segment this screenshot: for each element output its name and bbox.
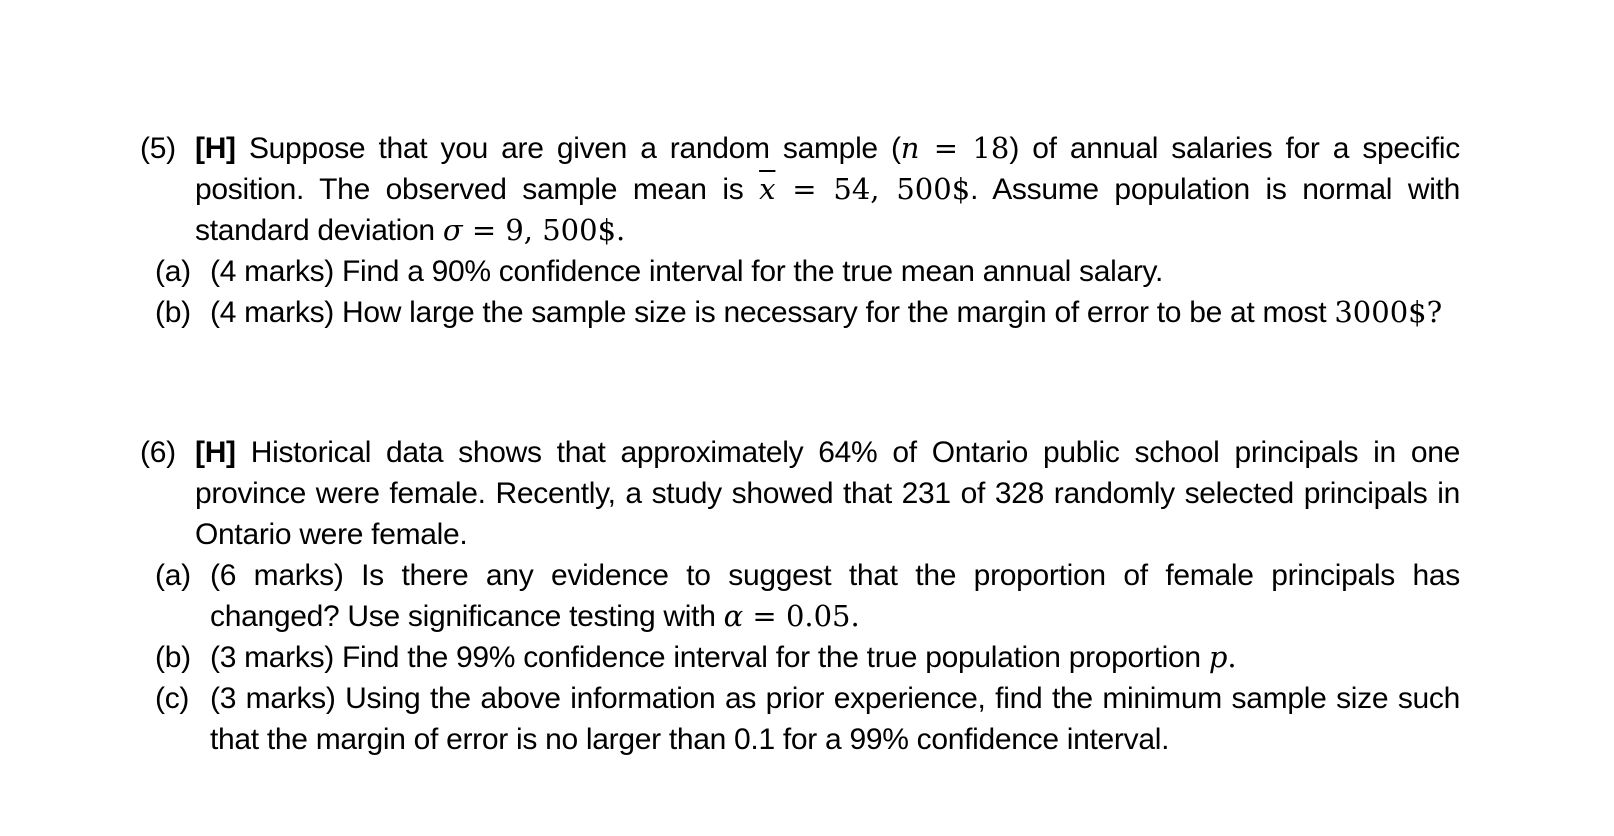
part-label: (a) — [155, 559, 191, 592]
question-5-stem — [140, 128, 1460, 251]
question-number: (5) — [140, 132, 176, 165]
part-text: (3 marks) Using the above information as prior experience, find the minimum sample size such that the margin of error is no larger than 0.1 for a 99% confidence interval. — [210, 682, 1460, 756]
question-6 — [140, 432, 1460, 760]
math-sample-mean: $\overline{x} = 54$, 500$ — [759, 172, 971, 206]
question-6-parts — [155, 555, 1460, 760]
part-label: (c) — [155, 682, 190, 715]
part-text: (6 marks) Is there any evidence to suggest that the proportion of female principals has changed? Use significance testing with — [210, 559, 1460, 633]
part-text: (4 marks) How large the sample size is necessary for the margin of error to be at most — [210, 296, 1335, 329]
question-6-intro — [195, 432, 1460, 555]
question-5-parts — [155, 251, 1460, 333]
question-5 — [140, 128, 1460, 333]
math-sample-size: n = 18 — [900, 131, 1010, 165]
math-margin-target: 3000$? — [1334, 295, 1443, 329]
question-5-part-a — [155, 251, 1460, 292]
punctuation: . — [850, 599, 860, 633]
question-5-intro — [195, 128, 1460, 251]
question-5-part-b — [155, 292, 1460, 333]
part-text: (4 marks) Find a 90% confidence interval for the true mean annual salary. — [210, 255, 1164, 288]
question-6-stem — [140, 432, 1460, 555]
math-alpha: α = 0.05 — [723, 599, 851, 633]
math-p: p — [1208, 640, 1228, 674]
question-6-part-b — [155, 637, 1460, 678]
part-label: (a) — [155, 255, 191, 288]
part-label: (b) — [155, 296, 191, 329]
intro-text: . Assume population is normal with standard deviation — [195, 173, 1460, 247]
intro-text: ) of annual salaries for a specific position. The observed sample mean is — [195, 132, 1460, 206]
punctuation: . — [1227, 640, 1237, 674]
intro-text: Suppose that you are given a random sample ( — [248, 132, 901, 165]
intro-text: Historical data shows that approximately 64% of Ontario public school principals in one province were female. Recently, a study showed that 231 of 328 randomly selected principals in Ontario were female. — [195, 436, 1460, 551]
part-text: (3 marks) Find the 99% confidence interval for the true population proportion — [210, 641, 1209, 674]
intro-text: . — [616, 213, 626, 247]
difficulty-tag: [H] — [195, 132, 236, 165]
math-std-dev: σ = 9, 500$ — [442, 213, 617, 247]
part-label: (b) — [155, 641, 191, 674]
question-number: (6) — [140, 436, 176, 469]
difficulty-tag: [H] — [195, 436, 236, 469]
question-6-part-a — [155, 555, 1460, 637]
question-6-part-c — [155, 678, 1460, 760]
